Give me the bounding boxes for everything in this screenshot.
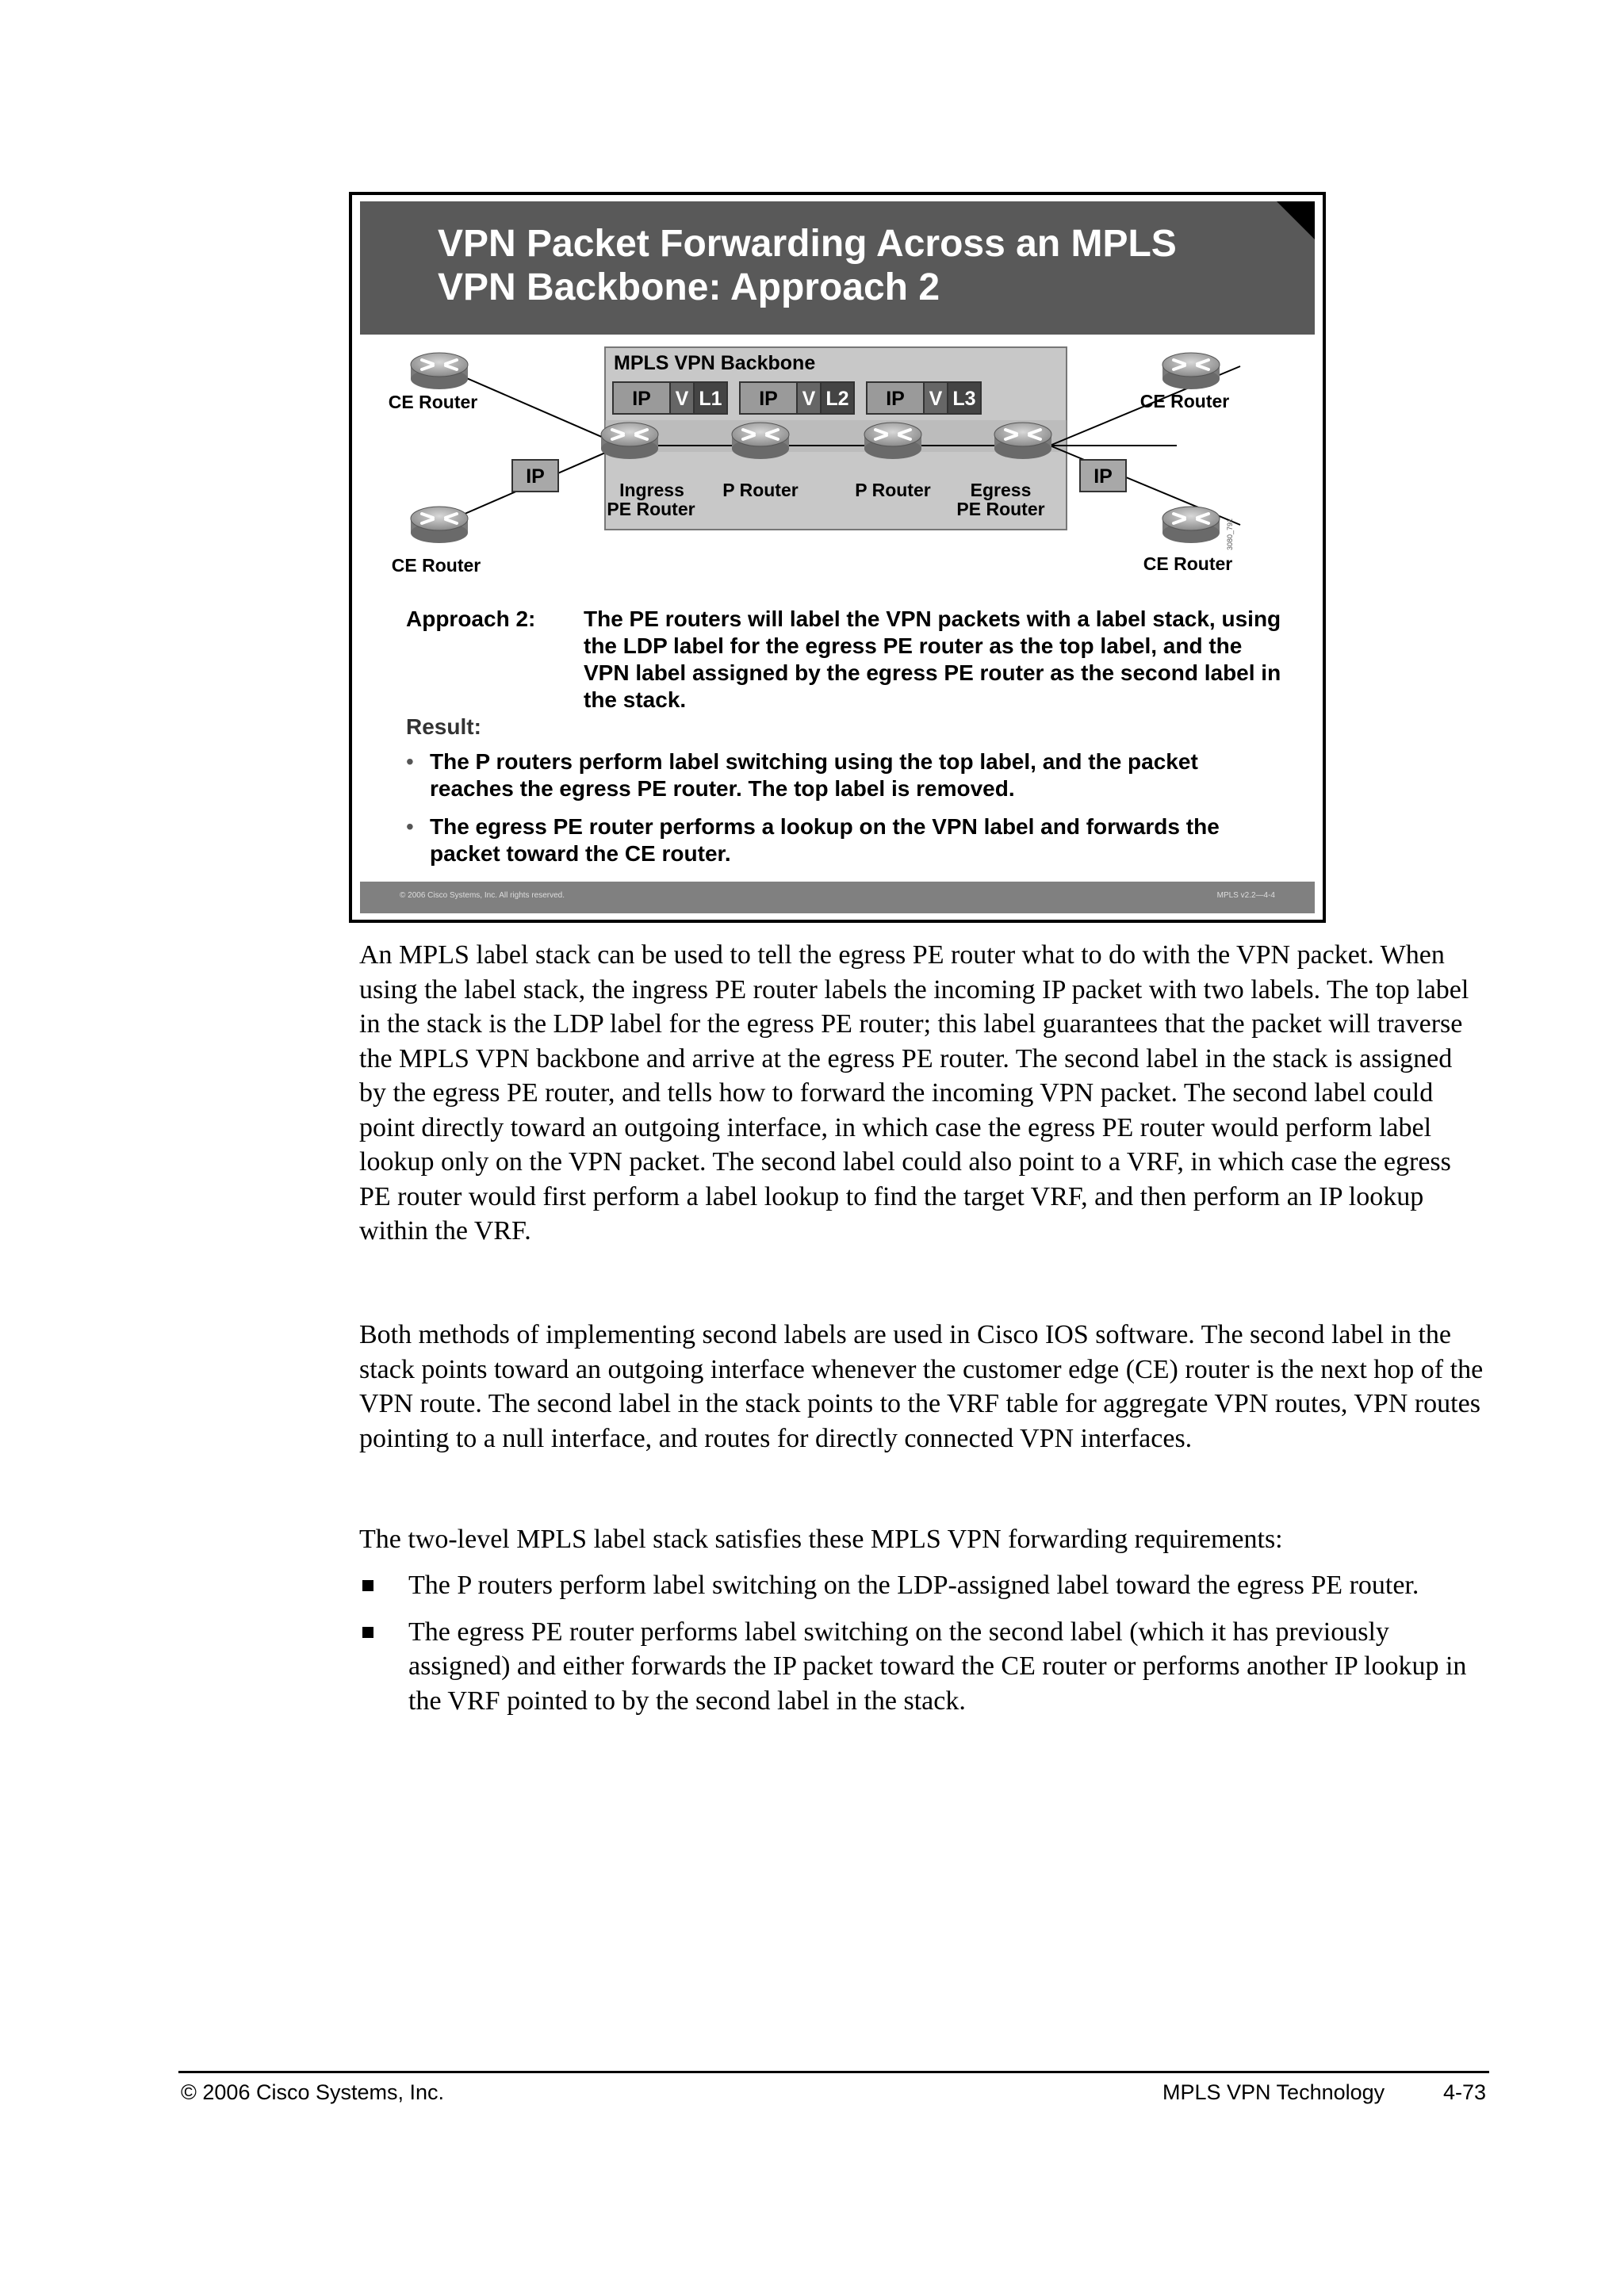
square-bullet-icon [362, 1580, 373, 1591]
requirement-item [359, 1568, 1485, 1603]
slide-canvas [360, 201, 1315, 913]
router-icon-ce-bottom-right [1162, 507, 1220, 543]
body-paragraph-2: Both methods of implementing second labels are used in Cisco IOS software. The second label in the stack points toward an outgoing interface whenever the customer edge (CE) router is the next hop of the VPN route. The second label in the stack points to the VRF table for aggregate VPN routes, VPN routes pointing to a null interface, and routes for directly connected VPN interfaces. [359, 1320, 1484, 1453]
approach-description: The PE routers will label the VPN packets with a label stack, using the LDP label for the egress PE router as the top label, and the VPN label assigned by the egress PE router as the second label in the stack. [584, 607, 1281, 712]
slide-course-id: MPLS v2.2—4-4 [1216, 891, 1275, 900]
result-bullet-text: The P routers perform label switching using the top label, and the packet reaches the egress PE router. The top label is removed. [430, 749, 1198, 801]
slide-title-line-2: VPN Backbone: Approach 2 [438, 266, 940, 308]
page-number: 4-73 [1443, 2080, 1487, 2104]
ce-bottom-right-label: CE Router [1143, 553, 1233, 574]
p-router-2-label: P Router [855, 480, 931, 500]
requirement-item [359, 1615, 1485, 1719]
router-icon-ce-bottom-left [411, 507, 468, 543]
body-paragraph-3: The two-level MPLS label stack satisfies these MPLS VPN forwarding requirements: [359, 1525, 1283, 1554]
square-bullet-icon [362, 1627, 373, 1638]
body-paragraph-1: An MPLS label stack can be used to tell the egress PE router what to do with the VPN packet. When using the label stack, the ingress PE router labels the incoming IP packet with two labels. The top label in the stack is the LDP label for the egress PE router; this label guarantees that the packet will traverse the MPLS VPN backbone and arrive at the egress PE router. The second label in the stack is assigned by the egress PE router, and tells how to forward the incoming VPN packet. The second label could point directly toward an outgoing interface, in which case the egress PE router would perform label lookup only on the VPN packet. The second label could also point to a VRF, in which case the egress PE router would first perform a label lookup to find the target VRF, and then perform an IP lookup within the VRF. [359, 940, 1469, 1246]
slide-copyright: © 2006 Cisco Systems, Inc. All rights reserved. [400, 891, 565, 900]
approach-label: Approach 2: [406, 607, 536, 631]
figure-id: 3080_791 [1226, 518, 1234, 550]
footer-section-title: MPLS VPN Technology [1162, 2080, 1385, 2104]
p-router-1-label: P Router [722, 480, 799, 500]
stack-1-vpn: V [675, 388, 689, 410]
backbone-label: MPLS VPN Backbone [614, 352, 816, 374]
requirement-text: The egress PE router performs label switching on the second label (which it has previously assigned) and either forwards the IP packet toward the CE router or performs another IP lookup in the VRF pointed to by the second label in the stack. [408, 1617, 1467, 1716]
result-bullet-text: The egress PE router performs a lookup on the VPN label and forwards the packet toward the CE router. [430, 814, 1220, 866]
ce-top-left-label: CE Router [388, 392, 478, 412]
router-icon-p-router-1 [732, 423, 789, 459]
footer-divider [178, 2071, 1489, 2073]
router-icon-ingress-pe [601, 423, 658, 459]
network-diagram [360, 335, 1321, 580]
label-stack-1 [613, 382, 727, 414]
ip-packet-right-label: IP [1094, 465, 1113, 488]
stack-1-label: L1 [699, 388, 722, 410]
bullet-dot: • [406, 749, 414, 774]
requirement-text: The P routers perform label switching on the LDP-assigned label toward the egress PE router. [408, 1571, 1419, 1600]
bullet-dot: • [406, 814, 414, 839]
result-bullet [406, 813, 1278, 867]
egress-label-line1: Egress [970, 480, 1032, 500]
result-label: Result: [406, 714, 481, 739]
ingress-label-line2: PE Router [607, 499, 695, 519]
slide-title [438, 222, 1231, 309]
stack-1-ip: IP [632, 388, 651, 410]
stack-3-label: L3 [952, 388, 976, 410]
router-icon-p-router-2 [864, 423, 921, 459]
ce-bottom-left-label: CE Router [391, 555, 481, 576]
ip-packet-left-label: IP [526, 465, 545, 488]
footer-copyright: © 2006 Cisco Systems, Inc. [181, 2080, 445, 2104]
slide-title-bar [360, 201, 1315, 335]
result-bullet [406, 748, 1278, 802]
ce-top-right-label: CE Router [1139, 391, 1230, 411]
ingress-label-line1: Ingress [619, 480, 684, 500]
stack-2-vpn: V [802, 388, 816, 410]
result-bullets [406, 748, 1278, 878]
slide-figure [349, 192, 1326, 923]
label-stack-2 [740, 382, 854, 414]
title-corner-decoration [1277, 201, 1315, 239]
router-icon-ce-top-right [1162, 353, 1220, 389]
stack-2-ip: IP [759, 388, 778, 410]
requirements-list [359, 1568, 1485, 1730]
stack-3-ip: IP [886, 388, 905, 410]
label-stack-3 [867, 382, 981, 414]
router-icon-egress-pe [994, 423, 1051, 459]
slide-title-line-1: VPN Packet Forwarding Across an MPLS [438, 223, 1177, 265]
egress-label-line2: PE Router [956, 499, 1045, 519]
slide-footer [360, 882, 1315, 913]
stack-2-label: L2 [825, 388, 849, 410]
router-icon-ce-top-left [411, 353, 468, 389]
stack-3-vpn: V [929, 388, 943, 410]
